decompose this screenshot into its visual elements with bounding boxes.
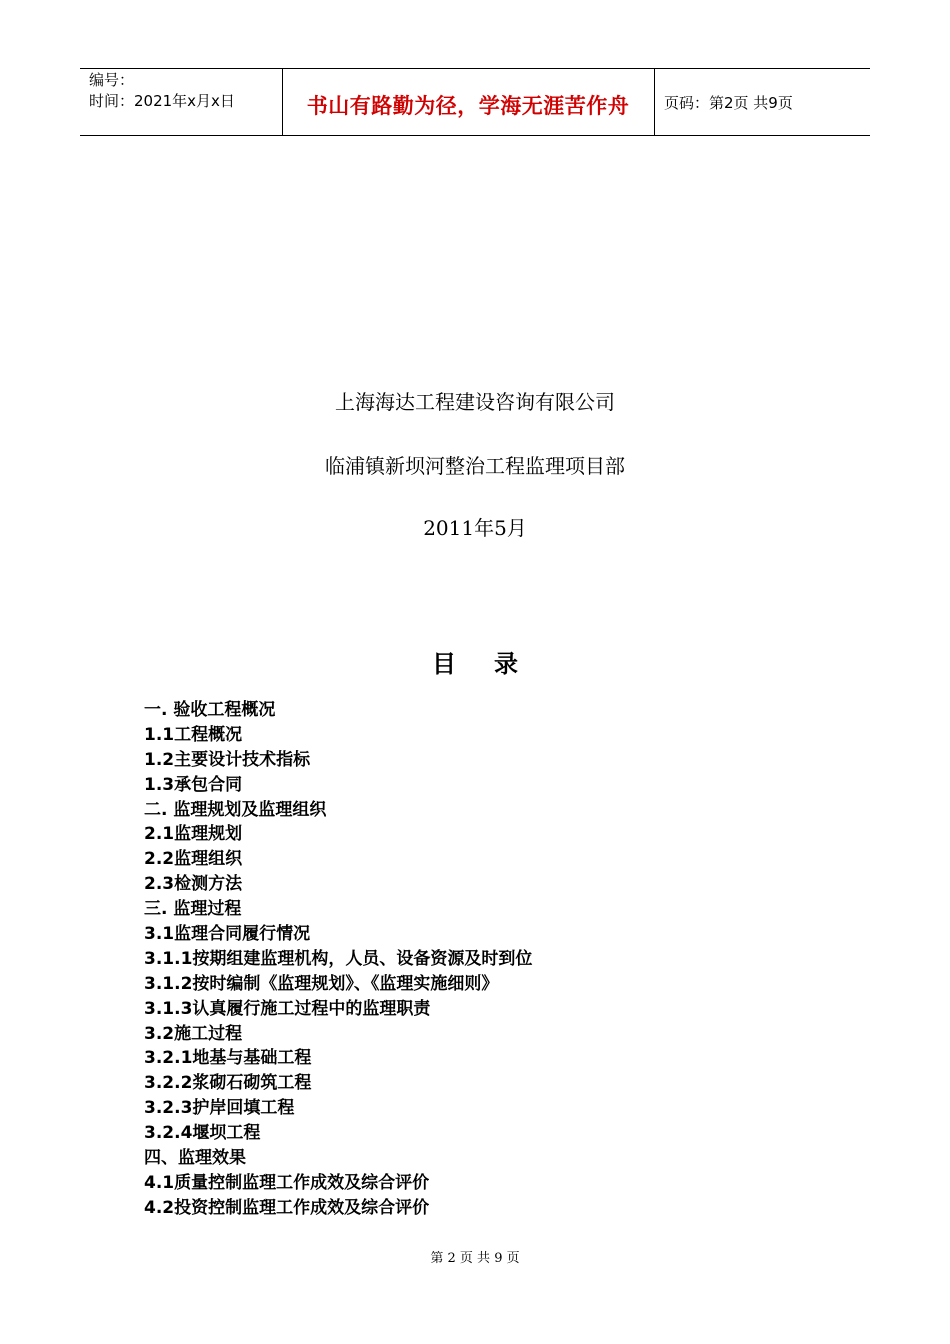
toc-item: 3.2.3护岸回填工程 (144, 1098, 295, 1119)
toc-title: 目录 (432, 650, 556, 678)
toc-item: 3.1监理合同履行情况 (144, 924, 311, 945)
header-top-rule (80, 68, 870, 69)
toc-item: 1.2主要设计技术指标 (144, 749, 311, 770)
toc-item: 3.2.2浆砌石砌筑工程 (144, 1073, 312, 1094)
toc-item: 一. 验收工程概况 (144, 700, 276, 720)
header-bottom-rule (80, 135, 870, 136)
toc-item: 4.2投资控制监理工作成效及综合评价 (144, 1197, 430, 1218)
toc-item: 3.2.4堰坝工程 (144, 1123, 261, 1144)
toc-item: 3.1.3认真履行施工过程中的监理职责 (144, 998, 431, 1019)
toc-item: 4.1质量控制监理工作成效及综合评价 (144, 1172, 430, 1193)
toc-item: 三. 监理过程 (144, 899, 242, 920)
time-label: 时间：2021年x月x日 (89, 92, 235, 110)
header-motto: 书山有路勤为径，学海无涯苦作舟 (306, 94, 630, 118)
header-divider-right (654, 69, 655, 136)
toc-list (144, 698, 532, 1221)
toc-item: 3.1.2按时编制《监理规划》、《监理实施细则》 (144, 973, 499, 994)
toc-item: 四、监理效果 (144, 1148, 246, 1169)
header-meta (89, 70, 235, 112)
toc-item: 3.2施工过程 (144, 1023, 243, 1044)
toc-item: 2.3检测方法 (144, 874, 243, 895)
toc-item: 2.1监理规划 (144, 824, 243, 845)
toc-item: 1.3承包合同 (144, 774, 243, 795)
number-label: 编号： (89, 71, 135, 89)
page-footer: 第 2 页 共 9 页 (430, 1251, 520, 1266)
department-name: 临浦镇新坝河整治工程监理项目部 (325, 454, 625, 478)
toc-item: 3.2.1地基与基础工程 (144, 1048, 312, 1069)
toc-item: 3.1.1按期组建监理机构，人员、设备资源及时到位 (144, 948, 533, 969)
toc-item: 1.1工程概况 (144, 724, 243, 745)
header-page-info: 页码：第2页 共9页 (664, 94, 793, 112)
toc-item: 2.2监理组织 (144, 849, 243, 870)
company-name: 上海海达工程建设咨询有限公司 (335, 390, 615, 414)
document-date: 2011年5月 (423, 516, 527, 540)
toc-item: 二. 监理规划及监理组织 (144, 799, 327, 820)
